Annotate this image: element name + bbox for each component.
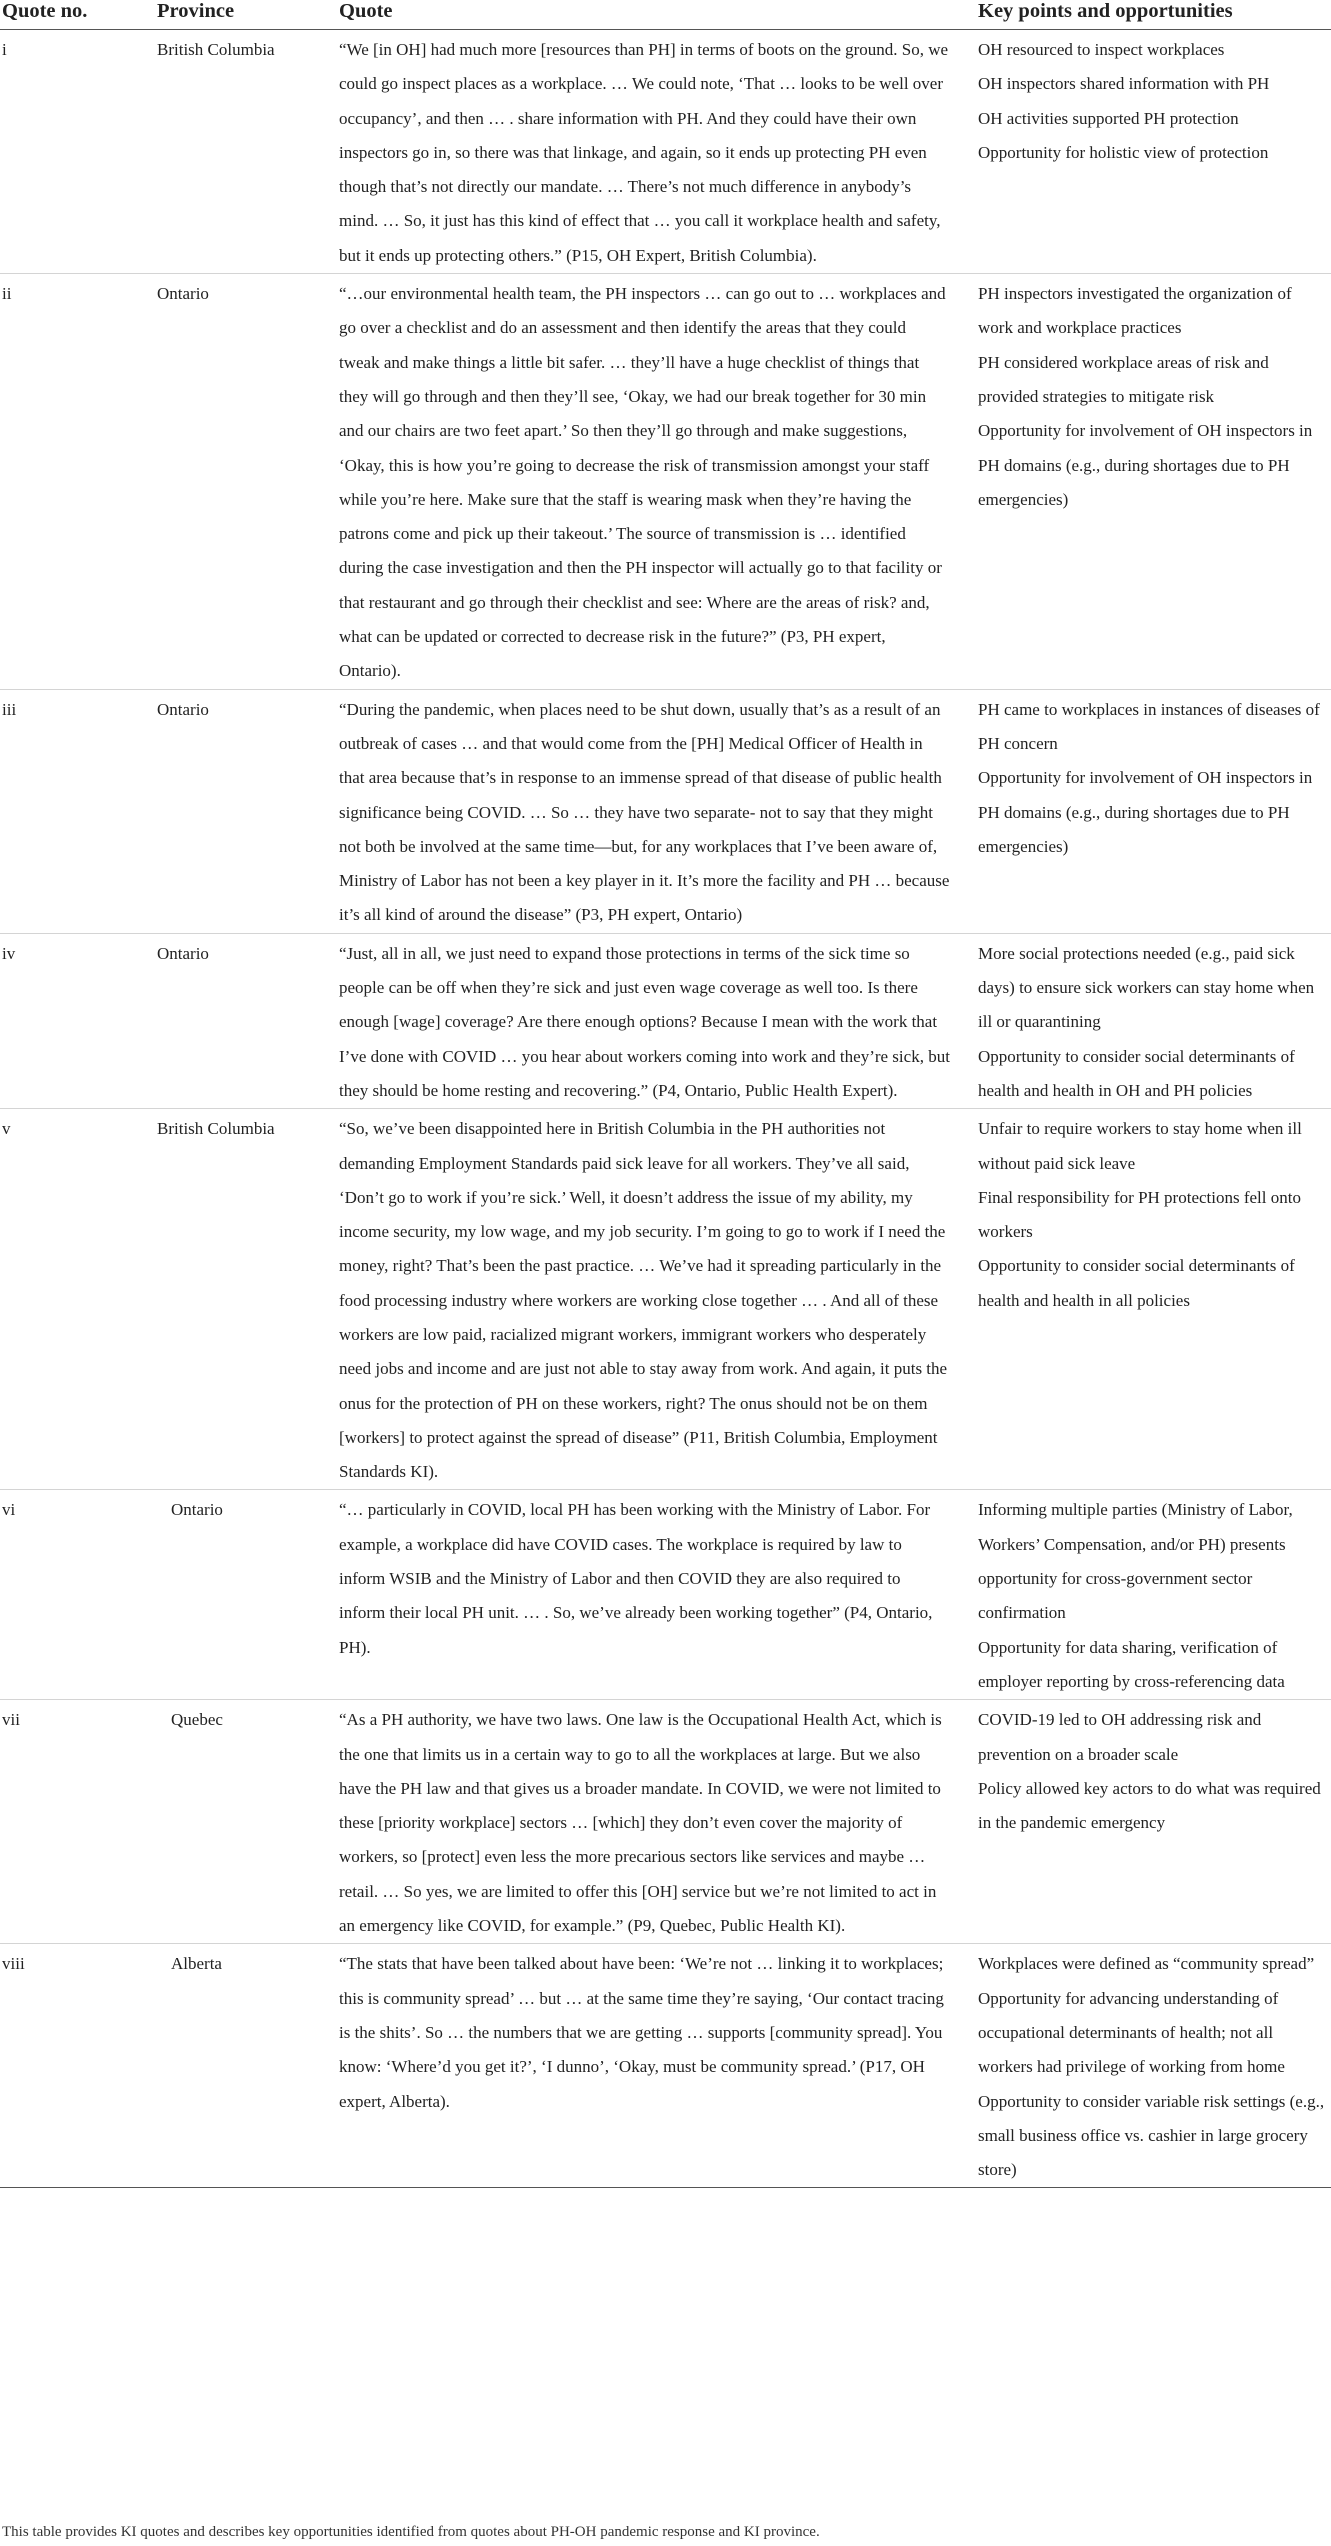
key-points-cell [978, 1109, 1331, 1490]
key-point: Opportunity for data sharing, verification of employer reporting by cross-referencing data [978, 1637, 1285, 1691]
province-cell: Alberta [157, 1944, 339, 2188]
key-point: Informing multiple parties (Ministry of Labor, Workers’ Compensation, and/or PH) presents opportunity for cross-government sector confirmation [978, 1500, 1293, 1623]
key-point: Opportunity to consider social determinants of health and health in OH and PH policies [978, 1046, 1295, 1100]
quote-cell: “The stats that have been talked about have been: ‘We’re not … linking it to workplaces; this is community spread’ … but … at the same time they’re saying, ‘Our contact tracing is the shits’. So … the numbers that we are getting … supports [community spread]. You know: ‘Where’d you get it?’, ‘I dunno’, ‘Okay, must be community spread.’ (P17, OH expert, Alberta). [339, 1944, 978, 2188]
table-row [0, 30, 1331, 274]
quote-number: viii [0, 1944, 157, 2188]
province-cell: British Columbia [157, 30, 339, 274]
key-points-cell [978, 30, 1331, 274]
key-point: Opportunity for holistic view of protection [978, 142, 1269, 162]
key-point: Workplaces were defined as “community spread” [978, 1954, 1315, 1974]
table-row [0, 274, 1331, 690]
quote-cell: “…our environmental health team, the PH inspectors … can go out to … workplaces and go over a checklist and do an assessment and then identify the areas that they could tweak and make things a little bit safer. … they’ll have a huge checklist of things that they will go through and then they’ll see, ‘Okay, we had our break together for 30 min and our chairs are two feet apart.’ So then they’ll go through and make suggestions, ‘Okay, this is how you’re going to decrease the risk of transmission amongst your staff while you’re here. Make sure that the staff is wearing mask when they’re having the patrons come and pick up their takeout.’ The source of transmission is … identified during the case investigation and then the PH inspector will actually go to that facility or that restaurant and go through their checklist and see: Where are the areas of risk? and, what can be updated or corrected to decrease risk in the future?” (P3, PH expert, Ontario). [339, 274, 978, 690]
key-point: Opportunity for involvement of OH inspectors in PH domains (e.g., during shortages due to PH emergencies) [978, 421, 1313, 509]
quote-number: iii [0, 689, 157, 933]
table-row [0, 933, 1331, 1108]
province-cell: British Columbia [157, 1109, 339, 1490]
header-quote-no: Quote no. [0, 0, 157, 30]
key-point: Opportunity to consider variable risk settings (e.g., small business office vs. cashier in large grocery store) [978, 2091, 1325, 2180]
table-row [0, 689, 1331, 933]
key-points-cell [978, 1700, 1331, 1944]
header-key-points: Key points and opportunities [978, 0, 1331, 30]
header-province: Province [157, 0, 339, 30]
province-cell: Ontario [157, 689, 339, 933]
key-point: PH came to workplaces in instances of diseases of PH concern [978, 699, 1320, 753]
quote-number: ii [0, 274, 157, 690]
key-point: OH activities supported PH protection [978, 108, 1239, 128]
table-row [0, 1700, 1331, 1944]
province-cell: Quebec [157, 1700, 339, 1944]
quote-number: vii [0, 1700, 157, 1944]
key-points-cell [978, 274, 1331, 690]
key-point: Opportunity to consider social determinants of health and health in all policies [978, 1256, 1295, 1310]
quote-number: v [0, 1109, 157, 1490]
quote-cell: “Just, all in all, we just need to expand those protections in terms of the sick time so people can be off when they’re sick and just even wage coverage as well too. Is there enough [wage] coverage? Are there enough options? Because I mean with the work that I’ve done with COVID … you hear about workers coming into work and they’re sick, but they should be home resting and recovering.” (P4, Ontario, Public Health Expert). [339, 933, 978, 1108]
province-cell: Ontario [157, 1490, 339, 1700]
province-cell: Ontario [157, 933, 339, 1108]
key-point: OH inspectors shared information with PH [978, 74, 1270, 94]
key-points-cell [978, 933, 1331, 1108]
table-row [0, 1490, 1331, 1700]
table-header-row [0, 0, 1331, 30]
key-point: Unfair to require workers to stay home when ill without paid sick leave [978, 1119, 1302, 1173]
key-point: Opportunity for involvement of OH inspectors in PH domains (e.g., during shortages due to PH emergencies) [978, 768, 1313, 856]
quote-cell: “So, we’ve been disappointed here in British Columbia in the PH authorities not demanding Employment Standards paid sick leave for all workers. They’ve all said, ‘Don’t go to work if you’re sick.’ Well, it doesn’t address the issue of my ability, my income security, my low wage, and my job security. I’m going to go to work if I need the money, right? That’s been the past practice. … We’ve had it spreading particularly in the food processing industry where workers are working close together … . And all of these workers are low paid, racialized migrant workers, immigrant workers who desperately need jobs and income and are just not able to stay away from work. And again, it puts the onus for the protection of PH on these workers, right? The onus should not be on them [workers] to protect against the spread of disease” (P11, British Columbia, Employment Standards KI). [339, 1109, 978, 1490]
key-point: Final responsibility for PH protections fell onto workers [978, 1187, 1301, 1242]
key-points-cell [978, 689, 1331, 933]
table-row [0, 1944, 1331, 2188]
key-point: PH inspectors investigated the organization of work and workplace practices [978, 284, 1292, 338]
key-point: More social protections needed (e.g., paid sick days) to ensure sick workers can stay home when ill or quarantining [978, 943, 1315, 1032]
quote-cell: “We [in OH] had much more [resources than PH] in terms of boots on the ground. So, we could go inspect places as a workplace. … We could note, ‘That … looks to be well over occupancy’, and then … . share information with PH. And they could have their own inspectors go in, so there was that linkage, and again, so it ends up protecting PH even though that’s not directly our mandate. … There’s not much difference in anybody’s mind. … So, it just has this kind of effect that … you call it workplace health and safety, but it ends up protecting others.” (P15, OH Expert, British Columbia). [339, 30, 978, 274]
key-point: COVID-19 led to OH addressing risk and prevention on a broader scale [978, 1710, 1262, 1764]
table-footnote: This table provides KI quotes and describes key opportunities identified from quotes about PH-OH pandemic response and KI province. [2, 2524, 820, 2540]
quote-number: vi [0, 1490, 157, 1700]
quote-cell: “During the pandemic, when places need to be shut down, usually that’s as a result of an outbreak of cases … and that would come from the [PH] Medical Officer of Health in that area because that’s in response to an immense spread of that disease of public health significance being COVID. … So … they have two separate- not to say that they might not both be involved at the same time—but, for any workplaces that I’ve been aware of, Ministry of Labor has not been a key player in it. It’s more the facility and PH … because it’s all kind of around the disease” (P3, PH expert, Ontario) [339, 689, 978, 933]
quote-number: iv [0, 933, 157, 1108]
key-points-cell [978, 1490, 1331, 1700]
key-point: PH considered workplace areas of risk and provided strategies to mitigate risk [978, 352, 1269, 406]
key-point: OH resourced to inspect workplaces [978, 40, 1225, 59]
key-points-cell [978, 1944, 1331, 2188]
province-cell: Ontario [157, 274, 339, 690]
key-point: Opportunity for advancing understanding of occupational determinants of health; not all workers had privilege of working from home [978, 1988, 1285, 2077]
quote-cell: “As a PH authority, we have two laws. One law is the Occupational Health Act, which is the one that limits us in a certain way to go to all the workplaces at large. But we also have the PH law and that gives us a broader mandate. In COVID, we were not limited to these [priority workplace] sectors … [which] they don’t even cover the majority of workers, so [protect] even less the more precarious sectors like services and maybe … retail. … So yes, we are limited to offer this [OH] service but we’re not limited to act in an emergency like COVID, for example.” (P9, Quebec, Public Health KI). [339, 1700, 978, 1944]
header-quote: Quote [339, 0, 978, 30]
table-row [0, 1109, 1331, 1490]
quote-number: i [0, 30, 157, 274]
quote-cell: “… particularly in COVID, local PH has been working with the Ministry of Labor. For example, a workplace did have COVID cases. The workplace is required by law to inform WSIB and the Ministry of Labor and then COVID they are also required to inform their local PH unit. … . So, we’ve already been working together” (P4, Ontario, PH). [339, 1490, 978, 1700]
key-point: Policy allowed key actors to do what was required in the pandemic emergency [978, 1778, 1321, 1833]
